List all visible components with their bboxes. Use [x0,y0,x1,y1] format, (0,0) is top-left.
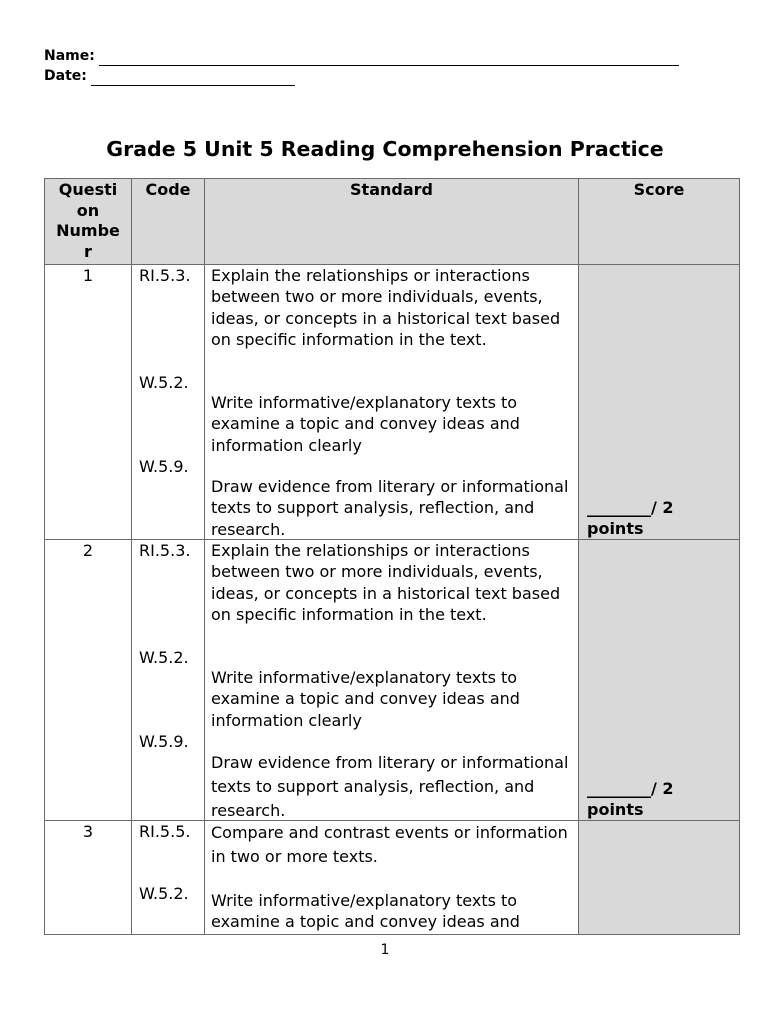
standard-code: RI.5.3. [139,541,191,560]
header-line: Numbe [56,221,120,240]
page-number: 1 [380,942,390,958]
name-field-row [44,46,679,66]
date-field[interactable] [91,71,295,86]
standard-text: Draw evidence from literary or informational texts to support analysis, reflection, and research. [211,477,569,539]
column-header-standard: Standard [205,179,579,265]
table-header-row [45,179,740,265]
name-label: Name: [44,48,95,64]
header-line: on [76,200,100,220]
standard-text: Write informative/explanatory texts to examine a topic and convey ideas and [211,891,520,932]
score-cell[interactable] [579,540,740,821]
column-header-score: Score [579,179,740,265]
standard-code: W.5.2. [139,648,189,667]
standard-text: Explain the relationships or interactions between two or more individuals, events, ideas, or concepts in a historical text based on specific information in the text. [211,541,561,624]
question-number: 2 [45,540,132,821]
standard-code: RI.5.3. [139,266,191,285]
page-title: Grade 5 Unit 5 Reading Comprehension Practice [106,137,664,161]
standard-text: Explain the relationships or interactions between two or more individuals, events, ideas, or concepts in a historical text based on specific information in the text. [211,266,561,349]
code-cell [132,540,205,821]
student-info [44,46,679,86]
header-line: r [84,241,92,261]
table-row [45,821,740,935]
score-cell[interactable] [579,265,740,540]
standard-cell [205,265,579,540]
date-field-row [44,66,679,86]
standard-code: W.5.2. [139,373,189,392]
standard-cell [205,540,579,821]
name-field[interactable] [99,51,679,66]
question-number: 1 [45,265,132,540]
score-text [587,497,697,539]
standards-table [44,178,740,935]
score-value: ________/ 2 points [587,779,674,819]
standard-cell [205,821,579,935]
code-cell [132,821,205,935]
score-cell[interactable] [579,821,740,935]
question-number: 3 [45,821,132,935]
standard-code: W.5.2. [139,884,189,903]
header-line: Questi [58,180,118,199]
standard-code: RI.5.5. [139,822,191,841]
standard-text: Write informative/explanatory texts to examine a topic and convey ideas and information clearly [211,668,520,730]
standard-text: Write informative/explanatory texts to examine a topic and convey ideas and information clearly [211,393,520,455]
score-text [587,778,697,820]
standard-text: Draw evidence from literary or informational texts to support analysis, reflection, and research. [211,753,569,820]
score-value: ________/ 2 points [587,498,674,538]
date-label: Date: [44,68,87,84]
column-header-question-number [45,179,132,265]
column-header-code: Code [132,179,205,265]
standard-code: W.5.9. [139,732,189,751]
standard-code: W.5.9. [139,457,189,476]
table-row [45,265,740,540]
table-row [45,540,740,821]
standard-text: Compare and contrast events or information in two or more texts. [211,823,568,866]
code-cell [132,265,205,540]
